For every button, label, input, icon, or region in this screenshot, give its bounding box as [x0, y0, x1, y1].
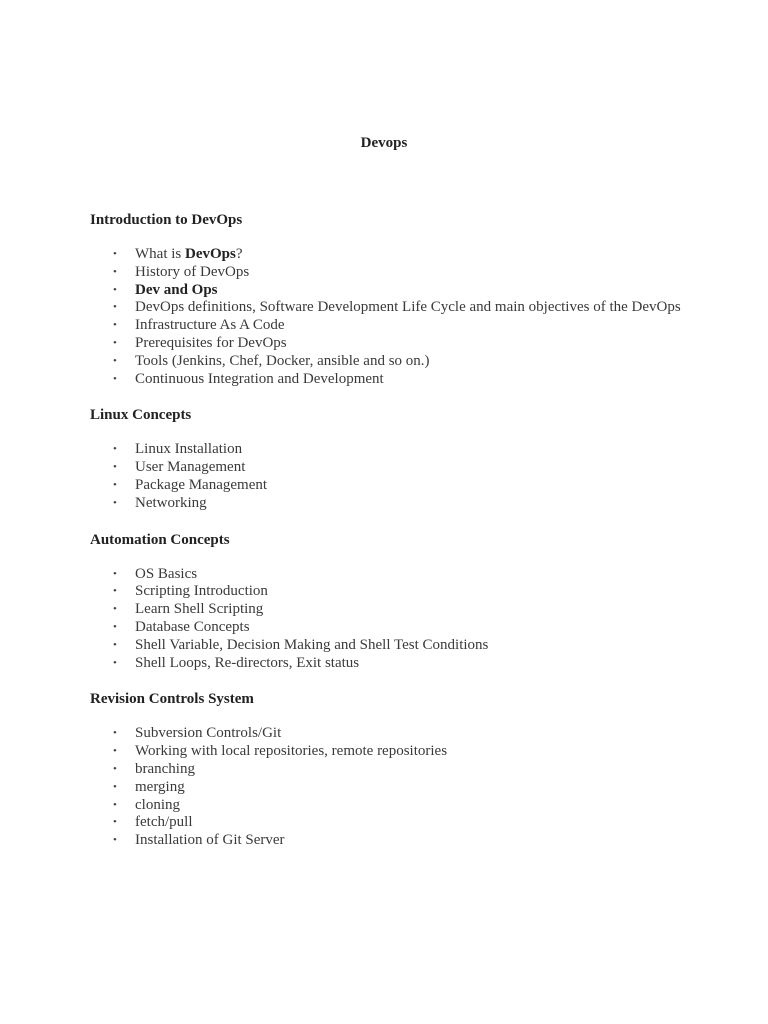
document-body — [90, 211, 690, 868]
list-item-text: Scripting Introduction — [135, 583, 268, 600]
list-item — [90, 282, 690, 300]
list-item — [90, 299, 690, 317]
bullet-icon: • — [113, 478, 117, 491]
bullet-icon: • — [113, 816, 117, 829]
bullet-icon: • — [113, 461, 117, 474]
list-item — [90, 317, 690, 335]
list-item-text: Package Management — [135, 476, 268, 493]
list-item — [90, 353, 690, 371]
list-item-text: fetch/pull — [135, 814, 193, 831]
list-item — [90, 601, 690, 619]
section-heading: Introduction to DevOps — [90, 212, 243, 228]
list-item-bold-text: DevOps — [185, 246, 236, 262]
list-item — [90, 761, 690, 779]
bullet-icon: • — [113, 727, 117, 740]
list-item — [90, 495, 690, 513]
bullet-list — [90, 725, 690, 850]
list-item-text: Infrastructure As A Code — [135, 317, 285, 334]
list-item-text: Subversion Controls/Git — [135, 725, 282, 742]
bullet-icon: • — [113, 567, 117, 580]
list-item — [90, 566, 690, 584]
bullet-icon: • — [113, 301, 117, 314]
list-item-text: What is — [135, 246, 185, 262]
bullet-icon: • — [113, 283, 117, 296]
bullet-icon: • — [113, 745, 117, 758]
list-item-text: Learn Shell Scripting — [135, 601, 264, 618]
list-item-text: DevOps definitions, Software Development Life Cycle and main objectives of the DevOps — [135, 299, 681, 316]
section-heading: Revision Controls System — [90, 691, 254, 708]
list-item — [90, 814, 690, 832]
list-item-text: History of DevOps — [135, 263, 250, 280]
list-item-text: merging — [135, 778, 185, 795]
bullet-list — [90, 441, 690, 512]
bullet-icon: • — [113, 620, 117, 633]
list-item-text: Tools (Jenkins, Chef, Docker, ansible and so on.) — [135, 352, 430, 369]
bullet-icon: • — [113, 372, 117, 385]
bullet-icon: • — [113, 248, 117, 260]
list-item-text: Shell Variable, Decision Making and Shell Test Conditions — [135, 636, 489, 653]
list-item — [90, 619, 690, 637]
list-item — [90, 832, 690, 850]
section-heading: Automation Concepts — [90, 531, 230, 548]
list-item-text: User Management — [135, 459, 246, 476]
list-item-text: Linux Installation — [135, 441, 243, 458]
bullet-list — [90, 246, 690, 388]
bullet-icon: • — [113, 354, 117, 367]
list-item — [90, 335, 690, 353]
list-item-text: Continuous Integration and Development — [135, 370, 384, 387]
list-item — [90, 264, 690, 282]
bullet-icon: • — [113, 265, 117, 278]
bullet-icon: • — [113, 443, 117, 456]
bullet-icon: • — [113, 319, 117, 332]
document-title: Devops — [360, 135, 408, 151]
list-item-text: Database Concepts — [135, 618, 250, 635]
list-item-text: Installation of Git Server — [135, 832, 285, 849]
bullet-icon: • — [113, 762, 117, 775]
bullet-icon: • — [113, 585, 117, 598]
bullet-icon: • — [113, 603, 117, 616]
list-item — [90, 441, 690, 459]
list-item — [90, 459, 690, 477]
bullet-icon: • — [113, 798, 117, 811]
list-item — [90, 246, 690, 264]
bullet-icon: • — [113, 496, 117, 509]
section-heading: Linux Concepts — [90, 407, 192, 424]
list-item — [90, 797, 690, 815]
bullet-icon: • — [113, 834, 117, 847]
list-item-text: cloning — [135, 796, 180, 813]
list-item — [90, 477, 690, 495]
bullet-icon: • — [113, 780, 117, 793]
list-item-text: Working with local repositories, remote repositories — [135, 743, 448, 760]
bullet-icon: • — [113, 336, 117, 349]
list-item-bold-text: Dev and Ops — [135, 281, 218, 298]
list-item-text: Networking — [135, 494, 207, 511]
list-item — [90, 655, 690, 673]
list-item-text: OS Basics — [135, 565, 198, 582]
list-item — [90, 725, 690, 743]
list-item — [90, 371, 690, 389]
list-item-text: ? — [235, 246, 243, 262]
bullet-icon: • — [113, 638, 117, 651]
list-item — [90, 583, 690, 601]
list-item-text: Prerequisites for DevOps — [135, 334, 287, 351]
bullet-icon: • — [113, 656, 117, 669]
list-item — [90, 637, 690, 655]
list-item — [90, 743, 690, 761]
list-item — [90, 779, 690, 797]
bullet-list — [90, 566, 690, 673]
list-item-text: Shell Loops, Re-directors, Exit status — [135, 654, 360, 671]
list-item-text: branching — [135, 760, 195, 777]
